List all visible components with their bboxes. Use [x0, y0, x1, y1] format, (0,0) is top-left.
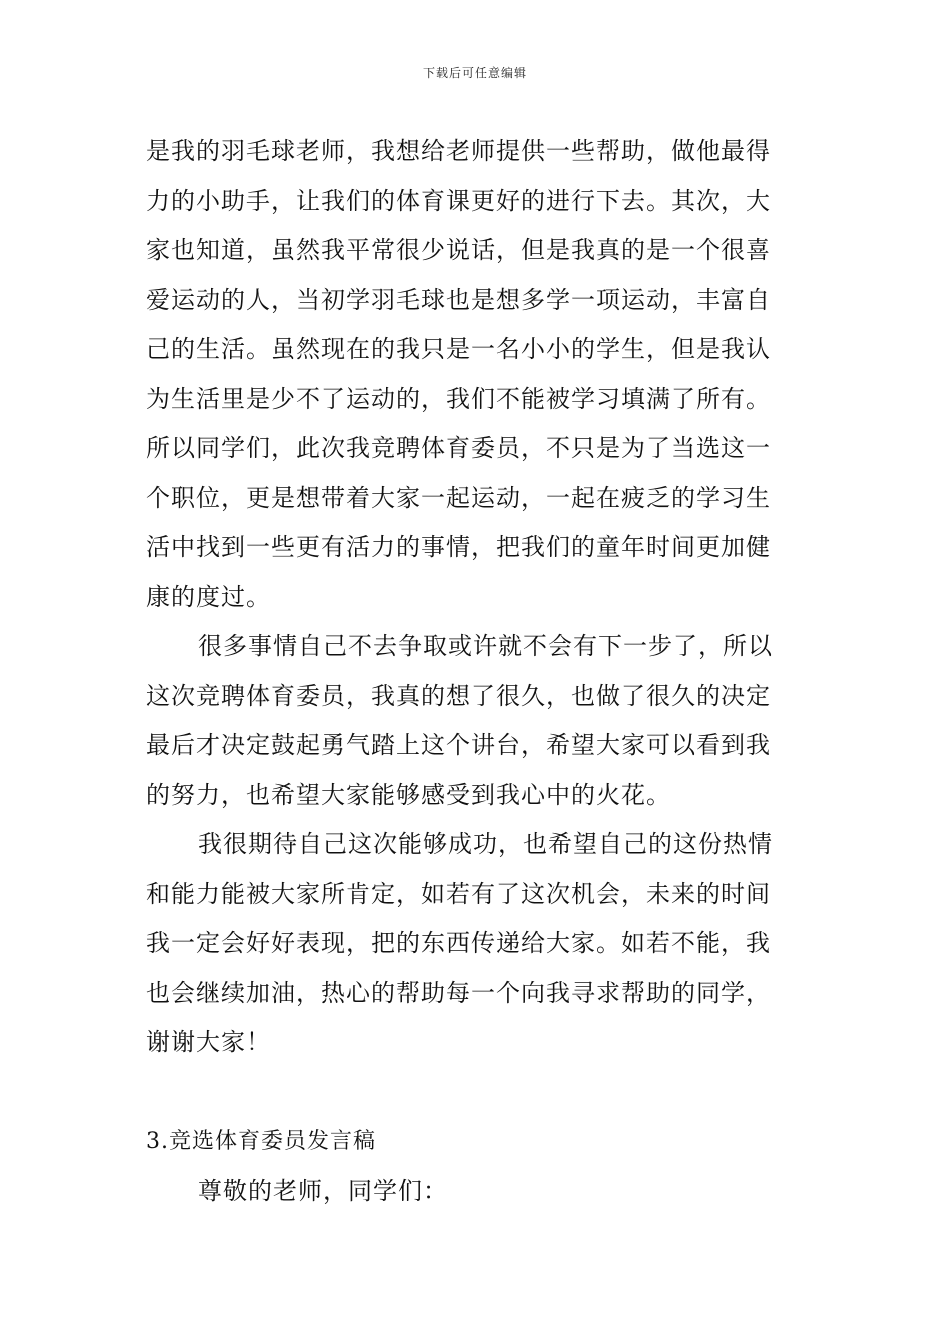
paragraph-line: 所以同学们，此次我竞聘体育委员，不只是为了当选这一: [146, 434, 771, 462]
paragraph-line: 很多事情自己不去争取或许就不会有下一步了，所以: [198, 632, 773, 660]
paragraph-line: 个职位，更是想带着大家一起运动，一起在疲乏的学习生: [146, 483, 771, 512]
paragraph-line: 我一定会好好表现，把的东西传递给大家。如若不能，我: [146, 929, 771, 957]
paragraph-line: 力的小助手，让我们的体育课更好的进行下去。其次，大: [146, 186, 771, 215]
blank-line: [146, 1068, 810, 1118]
paragraph-line: 活中找到一些更有活力的事情，把我们的童年时间更加健: [146, 533, 771, 561]
paragraph-line: 为生活里是少不了运动的，我们不能被学习填满了所有。: [146, 384, 771, 413]
document-body: [146, 127, 810, 1216]
paragraph-3: [146, 820, 810, 1068]
paragraph-2: [146, 622, 810, 820]
paragraph-line: 最后才决定鼓起勇气踏上这个讲台，希望大家可以看到我: [146, 731, 771, 759]
paragraph-line: 这次竞聘体育委员，我真的想了很久，也做了很久的决定: [146, 681, 771, 710]
paragraph-line: 我很期待自己这次能够成功，也希望自己的这份热情: [198, 830, 773, 858]
paragraph-1: [146, 127, 810, 622]
paragraph-line: 己的生活。虽然现在的我只是一名小小的学生，但是我认: [146, 335, 771, 363]
paragraph-line: 的努力，也希望大家能够感受到我心中的火花。: [146, 780, 671, 809]
greeting: 尊敬的老师，同学们：: [198, 1176, 448, 1205]
section-heading: 3.竞选体育委员发言稿: [146, 1129, 376, 1154]
header-note: 下载后可任意编辑: [422, 66, 527, 80]
paragraph-line: 家也知道，虽然我平常很少说话，但是我真的是一个很喜: [146, 236, 771, 264]
paragraph-line: 和能力能被大家所肯定，如若有了这次机会，未来的时间: [146, 879, 771, 908]
paragraph-line: 康的度过。: [146, 582, 271, 611]
paragraph-line: 是我的羽毛球老师，我想给老师提供一些帮助，做他最得: [146, 137, 771, 165]
paragraph-line: 谢谢大家！: [146, 1028, 271, 1056]
paragraph-line: 爱运动的人，当初学羽毛球也是想多学一项运动，丰富自: [146, 285, 771, 314]
paragraph-line: 也会继续加油，热心的帮助每一个向我寻求帮助的同学，: [146, 978, 771, 1007]
